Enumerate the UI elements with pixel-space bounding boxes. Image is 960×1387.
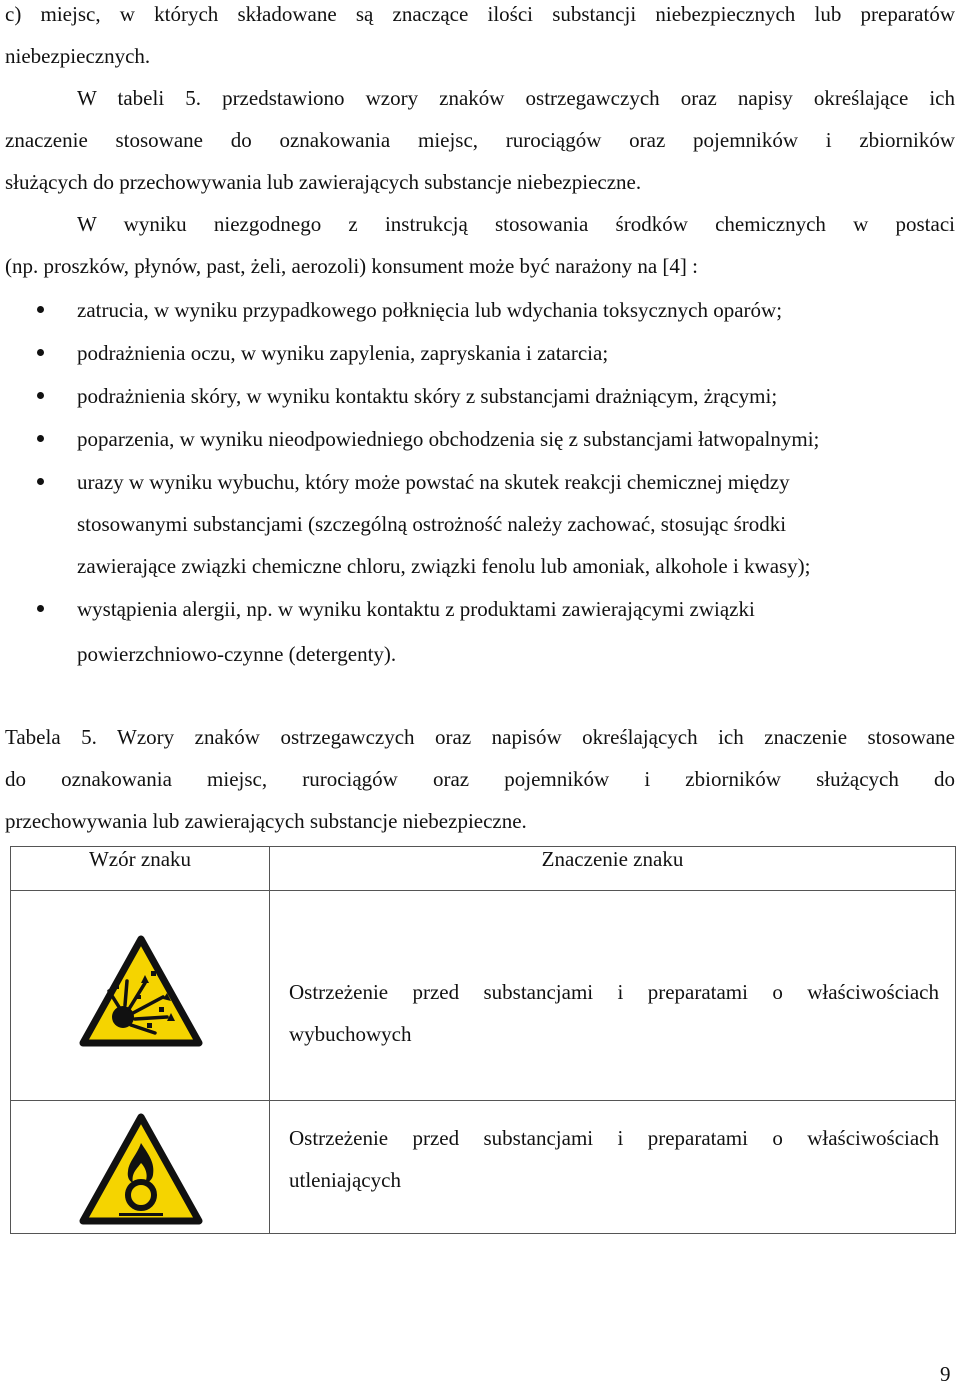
- list-item-continuation: powierzchniowo-czynne (detergenty).: [77, 642, 397, 666]
- explosive-hazard-icon: [79, 935, 203, 1047]
- text-line: (np. proszków, płynów, past, żeli, aerozoli) konsument może być narażony na [4] :: [5, 254, 698, 278]
- list-item: urazy w wyniku wybuchu, który może powstać na skutek reakcji chemicznej między: [77, 470, 790, 494]
- bullet-icon: [37, 605, 44, 612]
- text-line: c) miejsc, w których składowane są znaczące ilości substancji niebezpiecznych lub preparatów: [5, 2, 955, 26]
- table-row: [11, 1101, 956, 1234]
- list-item: poparzenia, w wyniku nieodpowiedniego obchodzenia się z substancjami łatwopalnymi;: [77, 427, 820, 451]
- list-item: podrażnienia skóry, w wyniku kontaktu skóry z substancjami drażniącym, żrącymi;: [77, 384, 778, 408]
- bullet-icon: [37, 392, 44, 399]
- table-row: [11, 891, 956, 1101]
- text-line: W wyniku niezgodnego z instrukcją stosowania środków chemicznych w postaci: [77, 212, 955, 236]
- text-line: W tabeli 5. przedstawiono wzory znaków ostrzegawczych oraz napisy określające ich: [77, 86, 955, 110]
- meaning-cell: [270, 891, 956, 1101]
- oxidizing-hazard-icon: [79, 1113, 203, 1225]
- table-caption: do oznakowania miejsc, rurociągów oraz pojemników i zbiorników służących do: [5, 767, 955, 791]
- list-item: zatrucia, w wyniku przypadkowego połknięcia lub wdychania toksycznych oparów;: [77, 298, 783, 322]
- page-number: 9: [940, 1362, 951, 1386]
- column-header: Znaczenie znaku: [270, 847, 956, 891]
- meaning-cell: [270, 1101, 956, 1234]
- meaning-text: Ostrzeżenie przed substancjami i preparatami o właściwościach utleniających: [289, 1126, 939, 1192]
- meaning-text: Ostrzeżenie przed substancjami i preparatami o właściwościach wybuchowych: [289, 980, 939, 1046]
- list-item: wystąpienia alergii, np. w wyniku kontaktu z produktami zawierającymi związki: [77, 597, 755, 621]
- column-header: Wzór znaku: [11, 847, 270, 891]
- signs-table: [10, 846, 956, 1234]
- list-item-continuation: zawierające związki chemiczne chloru, związki fenolu lub amoniak, alkohole i kwasy);: [77, 554, 811, 578]
- table-header-row: [11, 847, 956, 891]
- list-item: podrażnienia oczu, w wyniku zapylenia, zapryskania i zatarcia;: [77, 341, 609, 365]
- text-line: służących do przechowywania lub zawierających substancje niebezpieczne.: [5, 170, 642, 194]
- bullet-icon: [37, 349, 44, 356]
- sign-cell: [11, 891, 270, 1101]
- text-line: niebezpiecznych.: [5, 44, 151, 68]
- table-caption: Tabela 5. Wzory znaków ostrzegawczych oraz napisów określających ich znaczenie stosowane: [5, 725, 955, 749]
- table-caption: przechowywania lub zawierających substancje niebezpieczne.: [5, 809, 527, 833]
- bullet-icon: [37, 435, 44, 442]
- text-line: znaczenie stosowane do oznakowania miejsc, rurociągów oraz pojemników i zbiorników: [5, 128, 955, 152]
- sign-cell: [11, 1101, 270, 1234]
- bullet-icon: [37, 478, 44, 485]
- bullet-icon: [37, 306, 44, 313]
- list-item-continuation: stosowanymi substancjami (szczególną ostrożność należy zachować, stosując środki: [77, 512, 787, 536]
